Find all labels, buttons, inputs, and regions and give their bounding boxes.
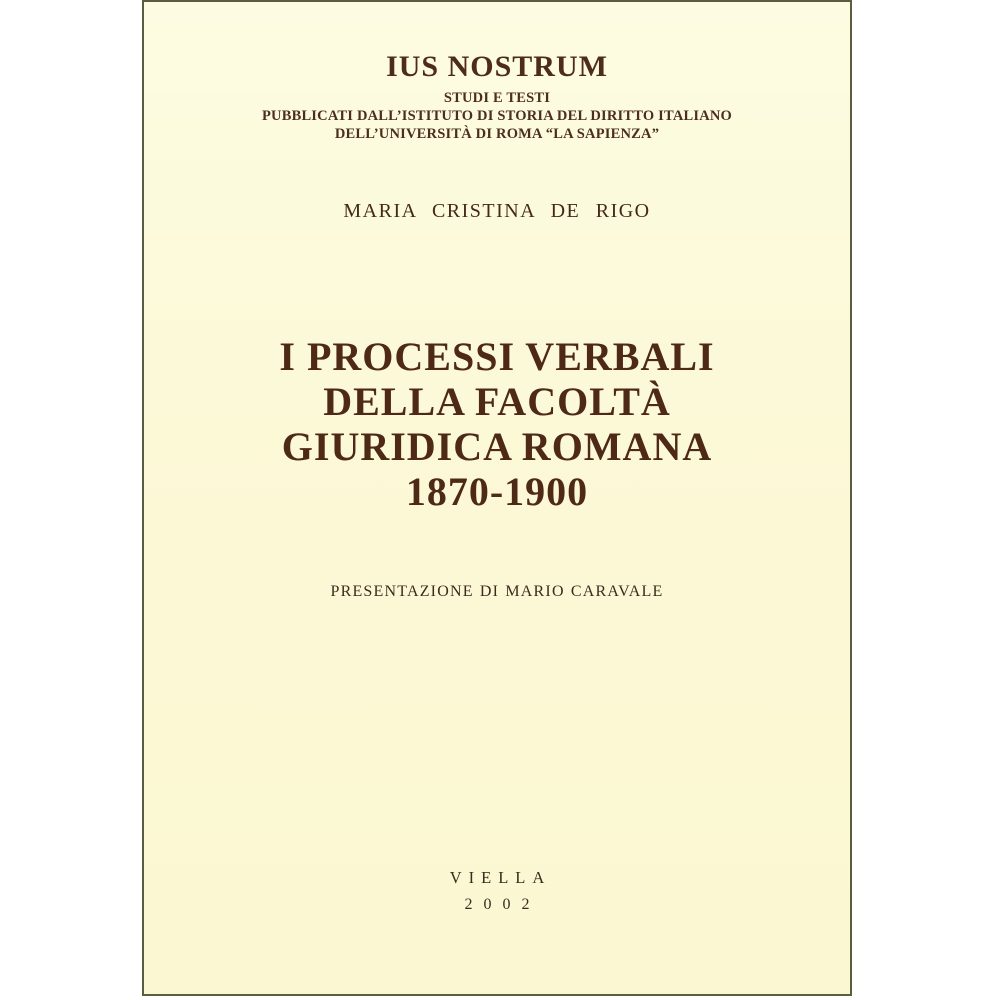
series-title: IUS NOSTRUM — [386, 50, 608, 83]
book-title-line-1: I PROCESSI VERBALI — [279, 334, 715, 379]
publisher-name: VIELLA — [449, 868, 552, 887]
book-cover — [142, 0, 852, 996]
series-subtitle-line-2: PUBBLICATI DALL’ISTITUTO DI STORIA DEL DIRITTO ITALIANO — [261, 108, 733, 124]
book-title-years: 1870-1900 — [405, 469, 589, 514]
book-title — [144, 334, 850, 514]
presentation-credit: PRESENTAZIONE DI MARIO CARAVALE — [330, 583, 664, 600]
publication-year: 2002 — [464, 896, 541, 913]
series-subtitle — [144, 89, 850, 143]
book-title-line-2: DELLA FACOLTÀ — [323, 379, 671, 424]
author-name: MARIA CRISTINA DE RIGO — [343, 200, 651, 222]
series-subtitle-line-1: STUDI E TESTI — [443, 90, 551, 106]
series-subtitle-line-3: DELL’UNIVERSITÀ DI ROMA “LA SAPIENZA” — [334, 126, 660, 142]
book-title-line-3: GIURIDICA ROMANA — [281, 424, 713, 469]
